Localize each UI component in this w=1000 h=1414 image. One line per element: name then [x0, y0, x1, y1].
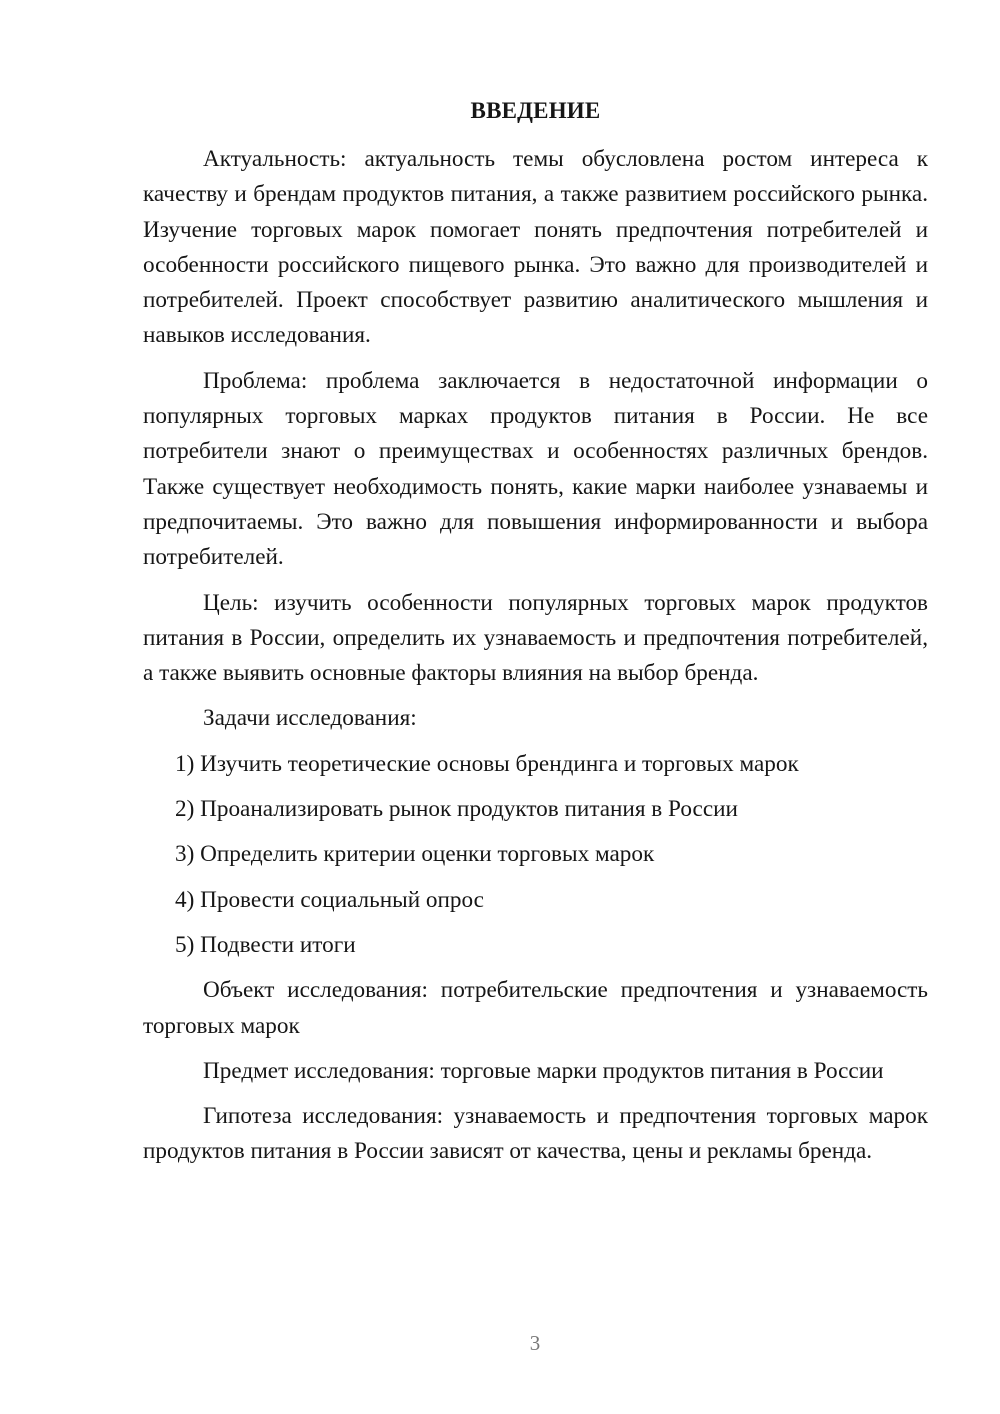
relevance-paragraph: Актуальность: актуальность темы обусловлена ростом интереса к качеству и брендам продуктов питания, а также развитием российского рынка. Изучение торговых марок помогает понять предпочтения потребителей и особенности российского пищевого рынка. Это важно для производителей и потребителей. Проект способствует развитию аналитического мышления и навыков исследования.: [143, 146, 928, 349]
task-item: 1) Изучить теоретические основы брендинга и торговых марок: [175, 750, 799, 777]
page-title: ВВЕДЕНИЕ: [470, 98, 601, 123]
task-item: 4) Провести социальный опрос: [175, 886, 484, 913]
object-paragraph: Объект исследования: потребительские предпочтения и узнаваемость торговых марок: [143, 977, 928, 1039]
task-item: 2) Проанализировать рынок продуктов питания в России: [175, 796, 738, 823]
document-body: [143, 142, 928, 1180]
task-item: 3) Определить критерии оценки торговых марок: [175, 841, 655, 868]
subject-paragraph: Предмет исследования: торговые марки продуктов питания в России: [203, 1057, 884, 1084]
task-item: 5) Подвести итоги: [175, 931, 356, 958]
tasks-heading: Задачи исследования:: [203, 705, 417, 732]
hypothesis-paragraph: Гипотеза исследования: узнаваемость и предпочтения торговых марок продуктов питания в России зависят от качества, цены и рекламы бренда.: [143, 1103, 928, 1165]
page-number: 3: [529, 1331, 541, 1355]
goal-paragraph: Цель: изучить особенности популярных торговых марок продуктов питания в России, определить их узнаваемость и предпочтения потребителей, а также выявить основные факторы влияния на выбор бренда.: [143, 589, 928, 687]
problem-paragraph: Проблема: проблема заключается в недостаточной информации о популярных торговых марках продуктов питания в России. Не все потребители знают о преимуществах и особенностях различных брендов. Также существует необходимость понять, какие марки наиболее узнаваемы и предпочитаемы. Это важно для повышения информированности и выбора потребителей.: [143, 367, 928, 571]
